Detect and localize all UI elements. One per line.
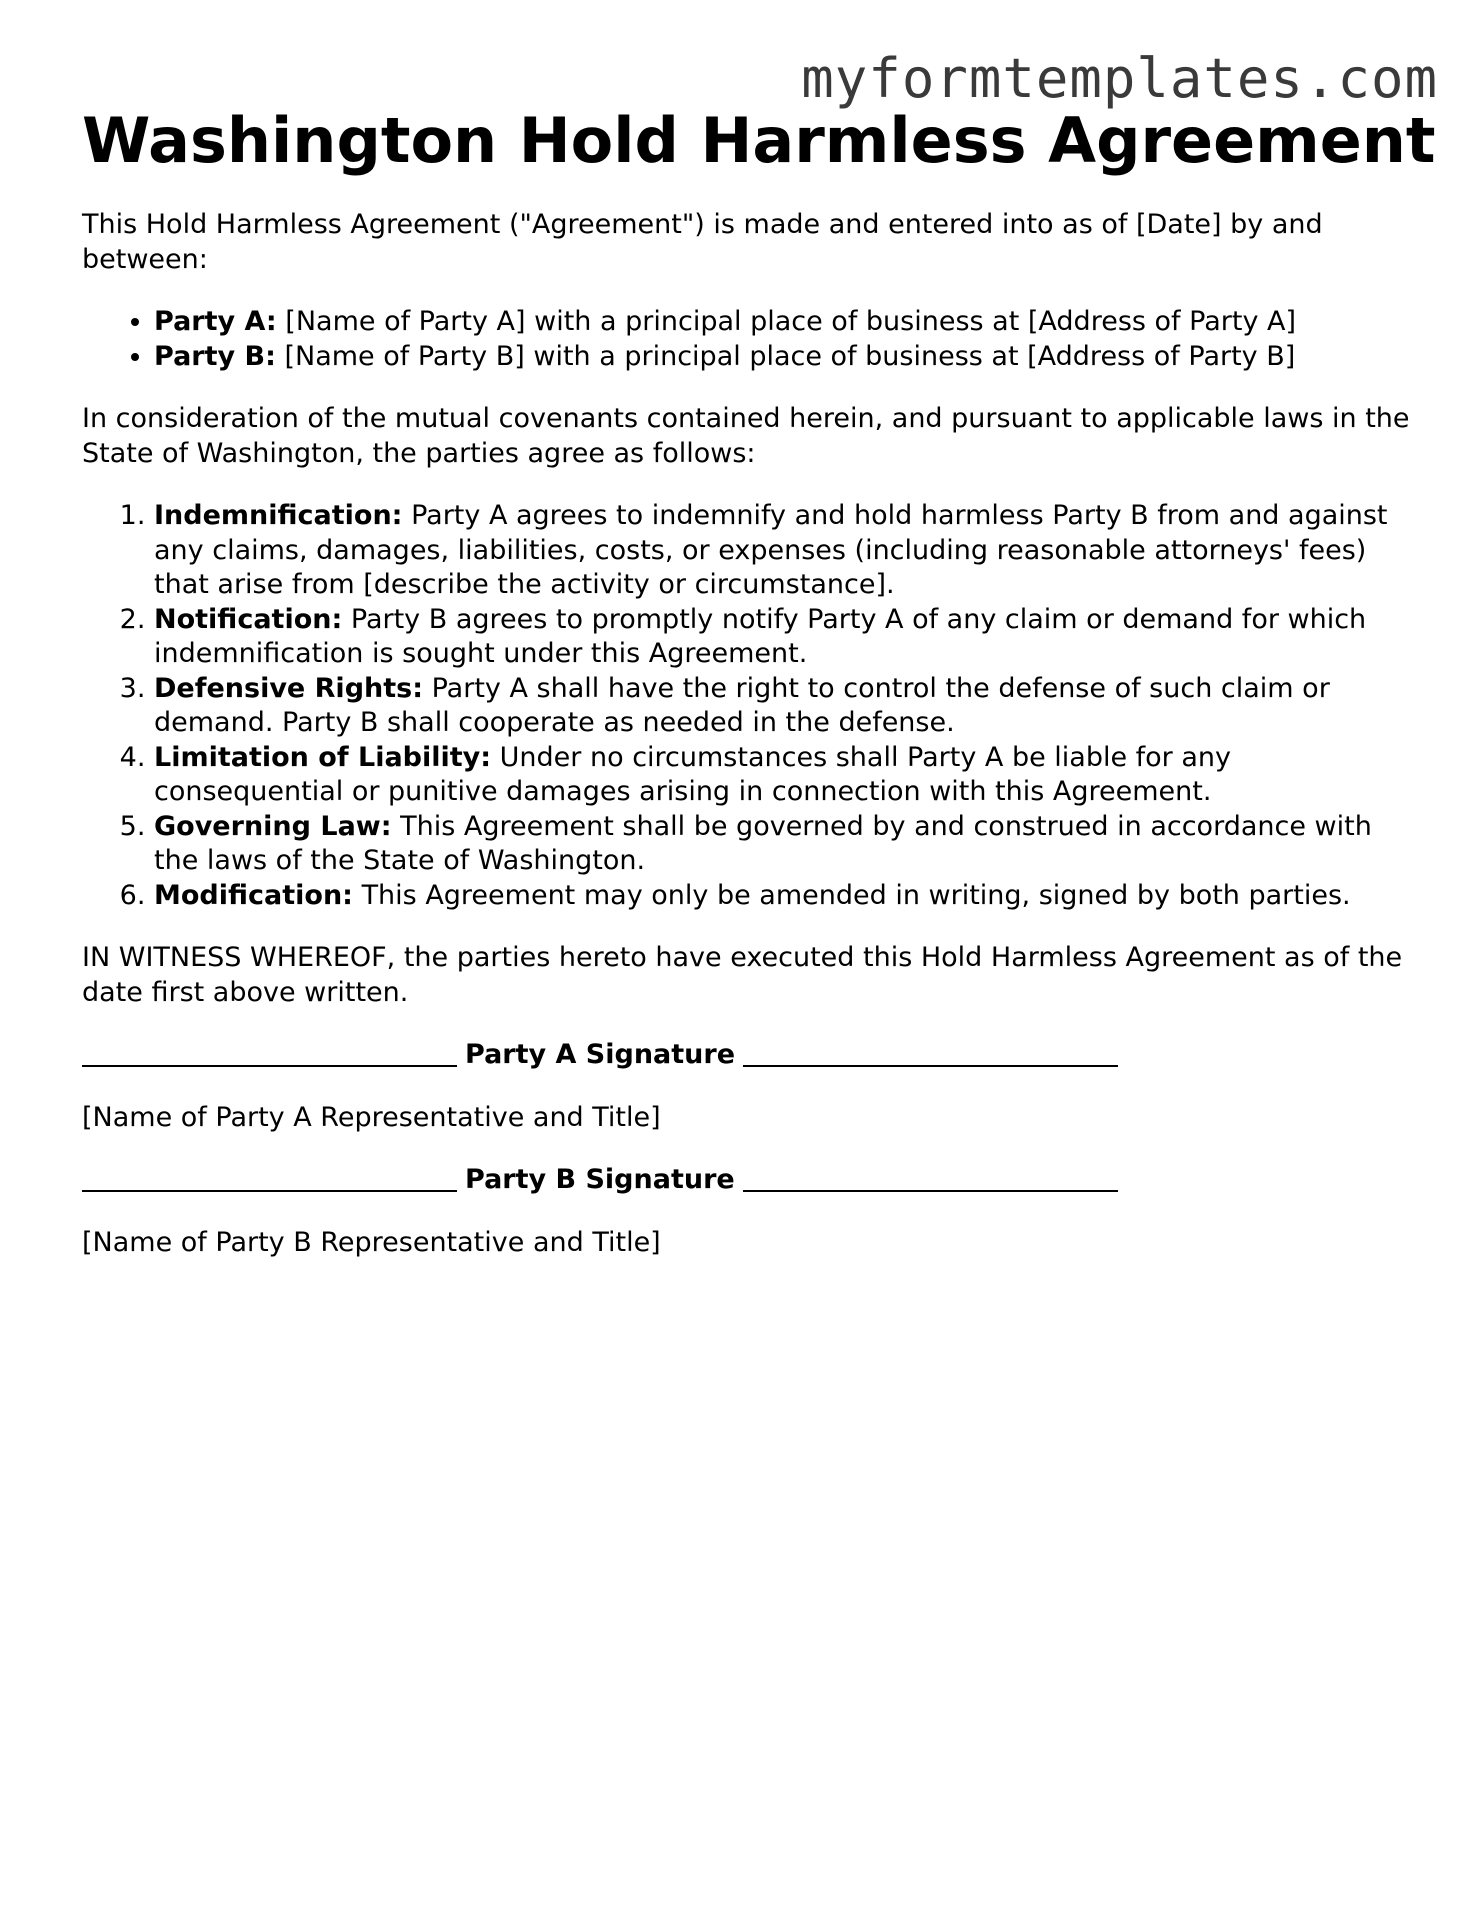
consideration-paragraph: In consideration of the mutual covenants contained herein, and pursuant to applicable laws in the State of Washington, the parties agree as follows: [82, 403, 1410, 469]
term-notification [154, 603, 1412, 672]
party-a-representative: [Name of Party A Representative and Title] [82, 1101, 661, 1133]
term-modification [154, 879, 1412, 914]
term-label: Indemnification: [154, 500, 403, 531]
intro-paragraph: This Hold Harmless Agreement ("Agreement") is made and entered into as of [Date] by and between: [82, 209, 1323, 275]
signature-rule-right [743, 1064, 1118, 1067]
term-label: Modification: [154, 879, 353, 911]
term-defensive-rights [154, 672, 1412, 741]
party-a-signature-line [82, 1038, 1412, 1073]
terms-list [82, 499, 1412, 913]
party-a-label: Party A: [154, 306, 277, 337]
list-item-party-a [154, 305, 1412, 340]
agreement-document [82, 104, 1436, 1260]
parties-list [82, 305, 1412, 374]
party-a-text: [Name of Party A] with a principal place of business at [Address of Party A] [285, 306, 1297, 337]
signature-rule-left [82, 1189, 457, 1192]
party-b-representative: [Name of Party B Representative and Title] [82, 1226, 661, 1258]
signature-rule-right [743, 1189, 1118, 1192]
signature-rule-left [82, 1064, 457, 1067]
term-limitation-of-liability [154, 741, 1412, 810]
term-text: Under no circumstances shall Party A be liable for any consequential or punitive damages arising in connection with this Agreement. [154, 741, 1232, 807]
term-label: Limitation of Liability: [154, 741, 492, 773]
term-text: Party A agrees to indemnify and hold harmless Party B from and against any claims, damages, liabilities, costs, or expenses (including reasonable attorneys' fees) that arise from [describe the activity or circumstance]. [154, 500, 1388, 600]
party-b-signature-line [82, 1163, 1412, 1198]
list-item-party-b [154, 340, 1412, 375]
term-indemnification [154, 499, 1412, 603]
witness-paragraph: IN WITNESS WHEREOF, the parties hereto have executed this Hold Harmless Agreement as of the date first above written. [82, 942, 1403, 1008]
term-governing-law [154, 810, 1412, 879]
term-text: Party A shall have the right to control the defense of such claim or demand. Party B shall cooperate as needed in the defense. [154, 672, 1330, 738]
term-label: Governing Law: [154, 810, 392, 842]
party-b-label: Party B: [154, 340, 276, 372]
term-label: Notification: [154, 603, 343, 635]
term-text: This Agreement may only be amended in writing, signed by both parties. [361, 879, 1351, 911]
site-watermark: myformtemplates.com [801, 47, 1438, 110]
term-text: Party B agrees to promptly notify Party A of any claim or demand for which indemnification is sought under this Agreement. [154, 603, 1367, 669]
term-label: Defensive Rights: [154, 672, 424, 704]
party-b-text: [Name of Party B] with a principal place of business at [Address of Party B] [284, 340, 1296, 372]
term-text: This Agreement shall be governed by and construed in accordance with the laws of the State of Washington. [154, 810, 1372, 876]
party-b-signature-label: Party B Signature [465, 1164, 735, 1195]
page-title: Washington Hold Harmless Agreement [82, 104, 1436, 177]
party-a-signature-label: Party A Signature [465, 1039, 736, 1070]
